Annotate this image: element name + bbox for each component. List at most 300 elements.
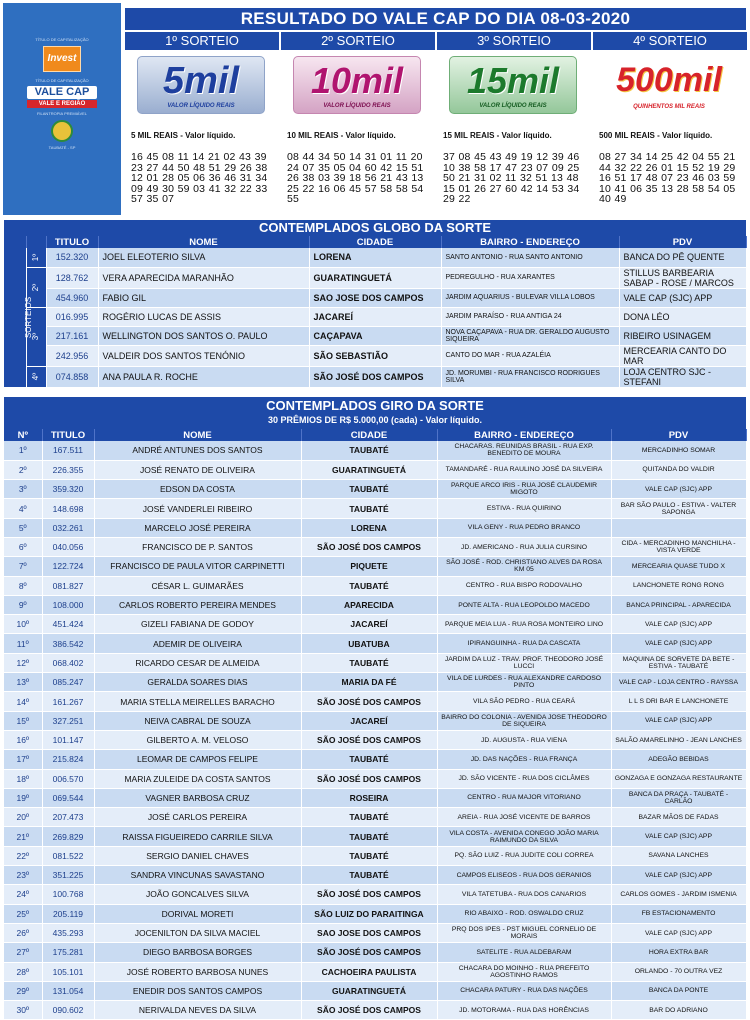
globo-header-nome: NOME: [98, 236, 309, 248]
cidade-cell: JACAREÍ: [309, 307, 441, 326]
pdv-cell: VALE CAP (SJC) APP: [611, 615, 746, 634]
pdv-cell: MERCEARIA QUASE TUDO X: [611, 557, 746, 576]
giro-header-nome: NOME: [94, 429, 301, 441]
position-cell: 14º: [4, 692, 42, 711]
bairro-cell: ESTIVA - RUA QUIRINO: [437, 499, 611, 518]
giro-header-cidade: CIDADE: [301, 429, 437, 441]
titulo-cell: 100.768: [42, 885, 94, 904]
position-cell: 12º: [4, 653, 42, 672]
page-title: RESULTADO DO VALE CAP DO DIA 08-03-2020: [125, 8, 746, 30]
nome-cell: LEOMAR DE CAMPOS FELIPE: [94, 750, 301, 769]
bairro-cell: RIO ABAIXO - ROD. OSWALDO CRUZ: [437, 904, 611, 923]
pdv-cell: HORA EXTRA BAR: [611, 943, 746, 962]
position-cell: 18º: [4, 769, 42, 788]
draw-column-2: [281, 32, 435, 215]
nome-cell: VAGNER BARBOSA CRUZ: [94, 788, 301, 807]
cidade-cell: TAUBATÉ: [301, 866, 437, 885]
position-cell: 10º: [4, 615, 42, 634]
titulo-cell: 451.424: [42, 615, 94, 634]
cidade-cell: SÃO JOSÉ DOS CAMPOS: [301, 885, 437, 904]
pdv-cell: CIDA - MERCADINHO MANCHILHA - VISTA VERDE: [611, 537, 746, 556]
nome-cell: RICARDO CESAR DE ALMEIDA: [94, 653, 301, 672]
sorteio-number-label: 2º: [31, 283, 41, 291]
cidade-cell: TAUBATÉ: [301, 653, 437, 672]
giro-row: [4, 557, 746, 576]
giro-row: [4, 634, 746, 653]
pdv-cell: CARLOS GOMES - JARDIM ISMENIA: [611, 885, 746, 904]
bairro-cell: JARDIM DA LUZ - TRAV. PROF. THEODORO JOSÉ LUCCI: [437, 653, 611, 672]
position-cell: 3º: [4, 480, 42, 499]
globo-table: [4, 236, 747, 388]
titulo-cell: 016.995: [46, 307, 98, 326]
giro-row: [4, 518, 746, 537]
pdv-cell: VALE CAP (SJC) APP: [611, 711, 746, 730]
pdv-cell: VALE CAP (SJC) APP: [611, 827, 746, 846]
titulo-cell: 128.762: [46, 267, 98, 288]
nome-cell: EDSON DA COSTA: [94, 480, 301, 499]
bairro-cell: JARDIM AQUARIUS - BULEVAR VILLA LOBOS: [441, 288, 619, 307]
pdv-cell: VALE CAP (SJC) APP: [619, 288, 746, 307]
giro-row: [4, 730, 746, 749]
prize-logo-10mil: [281, 50, 435, 125]
titulo-cell: 108.000: [42, 595, 94, 614]
titulo-cell: 131.054: [42, 981, 94, 1000]
cidade-cell: PIQUETE: [301, 557, 437, 576]
vale-cap-logo-text: VALE CAP: [27, 86, 97, 99]
cidade-cell: TAUBATÉ: [301, 480, 437, 499]
bairro-cell: JD. MORUMBI - RUA FRANCISCO RODRIGUES SILVA: [441, 366, 619, 387]
nome-cell: NERIVALDA NEVES DA SILVA: [94, 1001, 301, 1020]
nome-cell: FRANCISCO DE PAULA VITOR CARPINETTI: [94, 557, 301, 576]
nome-cell: MARIA STELLA MEIRELLES BARACHO: [94, 692, 301, 711]
giro-row: [4, 750, 746, 769]
bairro-cell: SÃO JOSÉ - ROD. CHRISTIANO ALVES DA ROSA KM 05: [437, 557, 611, 576]
bairro-cell: NOVA CAÇAPAVA - RUA DR. GERALDO AUGUSTO SIQUEIRA: [441, 326, 619, 345]
vale-regiao-text: VALE E REGIÃO: [27, 100, 97, 108]
position-cell: 27º: [4, 943, 42, 962]
pdv-cell: BANCA DA PRAÇA - TAUBATÉ - CARLÃO: [611, 788, 746, 807]
pdv-cell: BAR SÃO PAULO - ESTIVA - VALTER SAPONGA: [611, 499, 746, 518]
pdv-cell: VALE CAP - LOJA CENTRO - RAYSSA: [611, 673, 746, 692]
giro-header-pdv: PDV: [611, 429, 746, 441]
nome-cell: JOSÉ ROBERTO BARBOSA NUNES: [94, 962, 301, 981]
nome-cell: SERGIO DANIEL CHAVES: [94, 846, 301, 865]
prize-logo-15mil: [437, 50, 591, 125]
prize-logo-5mil: [125, 50, 279, 125]
giro-row: [4, 711, 746, 730]
nome-cell: ANDRÉ ANTUNES DOS SANTOS: [94, 441, 301, 460]
pdv-cell: RIBEIRO USINAGEM: [619, 326, 746, 345]
nome-cell: JOÃO GONCALVES SILVA: [94, 885, 301, 904]
pdv-cell: L L S DRI BAR E LANCHONETE: [611, 692, 746, 711]
brand-city-text: TAUBATÉ - SP: [48, 145, 76, 150]
cidade-cell: SÃO JOSÉ DOS CAMPOS: [301, 692, 437, 711]
prize-logo-title: 15mil: [466, 60, 560, 101]
titulo-cell: 148.698: [42, 499, 94, 518]
pdv-cell: LANCHONETE RONG RONG: [611, 576, 746, 595]
drawn-numbers: 16 45 08 11 14 21 02 43 39 23 27 44 50 48 51 29 26 38 12 01 28 05 06 36 46 31 34 09 49 30 59 03 41 32 22 33 57 35 07: [131, 151, 268, 205]
nome-cell: CÉSAR L. GUIMARÃES: [94, 576, 301, 595]
globo-row: [4, 248, 746, 267]
titulo-cell: 386.542: [42, 634, 94, 653]
giro-row: [4, 1001, 746, 1020]
position-cell: 5º: [4, 518, 42, 537]
titulo-cell: 152.320: [46, 248, 98, 267]
cidade-cell: CACHOEIRA PAULISTA: [301, 962, 437, 981]
pdv-cell: QUITANDA DO VALDIR: [611, 460, 746, 479]
invest-logo-text: Invest: [47, 53, 77, 64]
bairro-cell: JARDIM PARAÍSO - RUA ANTIGA 24: [441, 307, 619, 326]
nome-cell: ANA PAULA R. ROCHE: [98, 366, 309, 387]
cidade-cell: SAO JOSE DOS CAMPOS: [301, 923, 437, 942]
position-cell: 8º: [4, 576, 42, 595]
giro-row: [4, 673, 746, 692]
giro-row: [4, 576, 746, 595]
nome-cell: JOCENILTON DA SILVA MACIEL: [94, 923, 301, 942]
titulo-cell: 215.824: [42, 750, 94, 769]
titulo-cell: 074.858: [46, 366, 98, 387]
cidade-cell: SÃO JOSÉ DOS CAMPOS: [301, 1001, 437, 1020]
sorteios-label: SORTEIOS: [24, 296, 34, 338]
titulo-cell: 217.161: [46, 326, 98, 345]
titulo-cell: 205.119: [42, 904, 94, 923]
pdv-cell: GONZAGA E GONZAGA RESTAURANTE: [611, 769, 746, 788]
globo-header-blank: [26, 236, 46, 248]
prize-value-label: 5 MIL REAIS - Valor líquido.: [131, 131, 236, 140]
cidade-cell: SÃO SEBASTIÃO: [309, 345, 441, 366]
position-cell: 15º: [4, 711, 42, 730]
pdv-cell: ORLANDO - 70 OUTRA VEZ: [611, 962, 746, 981]
titulo-cell: 122.724: [42, 557, 94, 576]
bairro-cell: CENTRO - RUA BISPO RODOVALHO: [437, 576, 611, 595]
bairro-cell: PQ. SÃO LUIZ - RUA JUDITE COLI CORREA: [437, 846, 611, 865]
cidade-cell: UBATUBA: [301, 634, 437, 653]
giro-row: [4, 808, 746, 827]
sorteio-number: [26, 248, 46, 267]
position-cell: 11º: [4, 634, 42, 653]
position-cell: 2º: [4, 460, 42, 479]
titulo-cell: 085.247: [42, 673, 94, 692]
pdv-cell: [611, 518, 746, 537]
drawn-numbers: 37 08 45 43 49 19 12 39 46 10 38 58 17 47 23 07 09 25 50 21 31 02 11 32 51 13 48 15 01 26 27 60 42 14 53 34 29 22: [443, 151, 580, 205]
position-cell: 19º: [4, 788, 42, 807]
bairro-cell: JD. AMERICANO - RUA JULIA CURSINO: [437, 537, 611, 556]
pdv-cell: STILLUS BARBEARIA SABAP - ROSE / MARCOS: [619, 267, 746, 288]
titulo-cell: 435.293: [42, 923, 94, 942]
bairro-cell: JD. SÃO VICENTE - RUA DOS CICLÂMES: [437, 769, 611, 788]
position-cell: 29º: [4, 981, 42, 1000]
cidade-cell: SÃO JOSÉ DOS CAMPOS: [301, 730, 437, 749]
pdv-cell: VALE CAP (SJC) APP: [611, 480, 746, 499]
cidade-cell: JACAREÍ: [301, 711, 437, 730]
titulo-cell: 006.570: [42, 769, 94, 788]
pdv-cell: MERCEARIA CANTO DO MAR: [619, 345, 746, 366]
prize-logo-subtitle: VALOR LÍQUIDO REAIS: [323, 103, 391, 109]
nome-cell: VALDEIR DOS SANTOS TENÓNIO: [98, 345, 309, 366]
position-cell: 17º: [4, 750, 42, 769]
nome-cell: GILBERTO A. M. VELOSO: [94, 730, 301, 749]
titulo-cell: 269.829: [42, 827, 94, 846]
giro-row: [4, 827, 746, 846]
giro-row: [4, 460, 746, 479]
giro-section-subtitle: 30 PRÊMIOS DE R$ 5.000,00 (cada) - Valor líquido.: [267, 415, 483, 425]
nome-cell: RAISSA FIGUEIREDO CARRILE SILVA: [94, 827, 301, 846]
titulo-cell: 242.956: [46, 345, 98, 366]
titulo-cell: 101.147: [42, 730, 94, 749]
prize-logo-subtitle: QUINHENTOS MIL REAIS: [633, 104, 705, 110]
cidade-cell: SÃO JOSÉ DOS CAMPOS: [301, 943, 437, 962]
cidade-cell: MARIA DA FÉ: [301, 673, 437, 692]
giro-section-header: [4, 397, 746, 429]
globo-row: [4, 366, 746, 387]
bairro-cell: PONTE ALTA - RUA LEOPOLDO MACEDO: [437, 595, 611, 614]
bairro-cell: CANTO DO MAR - RUA AZALÉIA: [441, 345, 619, 366]
position-cell: 21º: [4, 827, 42, 846]
cidade-cell: TAUBATÉ: [301, 499, 437, 518]
giro-header-n: Nº: [4, 429, 42, 441]
giro-row: [4, 885, 746, 904]
pdv-cell: VALE CAP (SJC) APP: [611, 634, 746, 653]
giro-row: [4, 943, 746, 962]
titulo-cell: 327.251: [42, 711, 94, 730]
titulo-cell: 081.827: [42, 576, 94, 595]
nome-cell: SANDRA VINCUNAS SAVASTANO: [94, 866, 301, 885]
pdv-cell: MERCADINHO SOMAR: [611, 441, 746, 460]
pdv-cell: MAQUINA DE SORVETE DA BETE - ESTIVA - TAUBATÉ: [611, 653, 746, 672]
bairro-cell: CHACARAS. REUNIDAS BRASIL - RUA EXP. BENEDITO DE MOURA: [437, 441, 611, 460]
globo-row: [4, 345, 746, 366]
brand-fine-text-2: TÍTULO DE CAPITALIZAÇÃO: [35, 78, 89, 83]
cidade-cell: TAUBATÉ: [301, 808, 437, 827]
bairro-cell: CHACARA DO MOINHO - RUA PREFEITO AGOSTINHO RAMOS: [437, 962, 611, 981]
cidade-cell: JACAREÍ: [301, 615, 437, 634]
position-cell: 28º: [4, 962, 42, 981]
titulo-cell: 068.402: [42, 653, 94, 672]
nome-cell: MARCELO JOSÉ PEREIRA: [94, 518, 301, 537]
cidade-cell: APARECIDA: [301, 595, 437, 614]
prize-logo-title: 500mil: [616, 61, 722, 99]
cidade-cell: LORENA: [301, 518, 437, 537]
bairro-cell: PARQUE MEIA LUA - RUA ROSA MONTEIRO LINO: [437, 615, 611, 634]
position-cell: 24º: [4, 885, 42, 904]
position-cell: 7º: [4, 557, 42, 576]
nome-cell: FRANCISCO DE P. SANTOS: [94, 537, 301, 556]
position-cell: 25º: [4, 904, 42, 923]
draw-heading: 1º SORTEIO: [125, 32, 279, 50]
giro-row: [4, 904, 746, 923]
bairro-cell: CAMPOS ELISEOS - RUA DOS GERANIOS: [437, 866, 611, 885]
globo-header-bairro: BAIRRO - ENDEREÇO: [441, 236, 619, 248]
titulo-cell: 226.355: [42, 460, 94, 479]
giro-row: [4, 923, 746, 942]
draw-column-4: [593, 32, 747, 215]
pdv-cell: BAR DO ADRIANO: [611, 1001, 746, 1020]
titulo-cell: 454.960: [46, 288, 98, 307]
titulo-cell: 032.261: [42, 518, 94, 537]
pdv-cell: LOJA CENTRO SJC - STEFANI: [619, 366, 746, 387]
titulo-cell: 359.320: [42, 480, 94, 499]
prize-logo-title: 10mil: [310, 60, 404, 101]
nome-cell: WELLINGTON DOS SANTOS O. PAULO: [98, 326, 309, 345]
pdv-cell: VALE CAP (SJC) APP: [611, 866, 746, 885]
pdv-cell: BANCA PRINCIPAL - APARECIDA: [611, 595, 746, 614]
bairro-cell: PRQ DOS IPES - PST MIGUEL CORNELIO DE MORAIS: [437, 923, 611, 942]
cidade-cell: GUARATINGUETÁ: [301, 460, 437, 479]
giro-row: [4, 981, 746, 1000]
cidade-cell: GUARATINGUETÁ: [301, 981, 437, 1000]
cidade-cell: SÃO JOSÉ DOS CAMPOS: [309, 366, 441, 387]
cidade-cell: SÃO JOSÉ DOS CAMPOS: [301, 769, 437, 788]
globo-section-title: CONTEMPLADOS GLOBO DA SORTE: [4, 220, 746, 236]
draw-column-1: [125, 32, 279, 215]
bairro-cell: VILA DE LURDES - RUA ALEXANDRE CARDOSO PINTO: [437, 673, 611, 692]
cidade-cell: SÃO LUIZ DO PARAITINGA: [301, 904, 437, 923]
pdv-cell: SALÃO AMARELINHO - JEAN LANCHES: [611, 730, 746, 749]
cidade-cell: TAUBATÉ: [301, 846, 437, 865]
giro-row: [4, 480, 746, 499]
city-seal-icon: [51, 120, 73, 142]
cidade-cell: GUARATINGUETÁ: [309, 267, 441, 288]
cidade-cell: SAO JOSE DOS CAMPOS: [309, 288, 441, 307]
cidade-cell: SÃO JOSÉ DOS CAMPOS: [301, 537, 437, 556]
bairro-cell: AREIA - RUA JOSÉ VICENTE DE BARROS: [437, 808, 611, 827]
globo-row: [4, 288, 746, 307]
sorteio-number-label: 4º: [31, 372, 41, 381]
nome-cell: GERALDA SOARES DIAS: [94, 673, 301, 692]
position-cell: 26º: [4, 923, 42, 942]
bairro-cell: VILA TATETUBA - RUA DOS CANARIOS: [437, 885, 611, 904]
brand-fine-text-3: FILANTROPIA PREMIÁVEL: [36, 111, 87, 116]
bairro-cell: CENTRO - RUA MAJOR VITORIANO: [437, 788, 611, 807]
titulo-cell: 175.281: [42, 943, 94, 962]
titulo-cell: 167.511: [42, 441, 94, 460]
giro-row: [4, 962, 746, 981]
globo-header-cidade: CIDADE: [309, 236, 441, 248]
prize-logo-subtitle: VALOR LÍQUIDO REAIS: [167, 103, 235, 109]
giro-row: [4, 788, 746, 807]
position-cell: 22º: [4, 846, 42, 865]
cidade-cell: TAUBATÉ: [301, 827, 437, 846]
drawn-numbers: 08 44 34 50 14 31 01 11 20 24 07 35 05 04 60 42 15 51 26 38 03 39 18 56 21 43 13 25 22 16 06 45 57 58 58 54 55: [287, 151, 424, 205]
sorteio-number-label: 3º: [31, 332, 41, 341]
titulo-cell: 161.267: [42, 692, 94, 711]
pdv-cell: DONA LÉO: [619, 307, 746, 326]
nome-cell: NEIVA CABRAL DE SOUZA: [94, 711, 301, 730]
draw-heading: 4º SORTEIO: [593, 32, 747, 50]
giro-row: [4, 537, 746, 556]
prize-logo-500mil: [593, 50, 747, 125]
draw-heading: 2º SORTEIO: [281, 32, 435, 50]
globo-row: [4, 307, 746, 326]
vale-cap-logo: [27, 86, 97, 108]
bairro-cell: SATELITE - RUA ALDEBARAM: [437, 943, 611, 962]
pdv-cell: BANCA DA PONTE: [611, 981, 746, 1000]
nome-cell: ENEDIR DOS SANTOS CAMPOS: [94, 981, 301, 1000]
position-cell: 1º: [4, 441, 42, 460]
bairro-cell: VILA GENY - RUA PEDRO BRANCO: [437, 518, 611, 537]
giro-row: [4, 769, 746, 788]
bairro-cell: CHACARA PATURY - RUA DAS NAÇÕES: [437, 981, 611, 1000]
bairro-cell: BAIRRO DO COLONIA - AVENIDA JOSE THEODORO DE SIQUEIRA: [437, 711, 611, 730]
cidade-cell: TAUBATÉ: [301, 750, 437, 769]
pdv-cell: ADEGÃO BEBIDAS: [611, 750, 746, 769]
giro-row: [4, 595, 746, 614]
position-cell: 9º: [4, 595, 42, 614]
pdv-cell: SAVANA LANCHES: [611, 846, 746, 865]
position-cell: 23º: [4, 866, 42, 885]
globo-row: [4, 326, 746, 345]
giro-row: [4, 846, 746, 865]
pdv-cell: FB ESTACIONAMENTO: [611, 904, 746, 923]
nome-cell: DIEGO BARBOSA BORGES: [94, 943, 301, 962]
nome-cell: VERA APARECIDA MARANHÃO: [98, 267, 309, 288]
draw-column-3: [437, 32, 591, 215]
giro-header-bairro: BAIRRO - ENDEREÇO: [437, 429, 611, 441]
results-header-area: [0, 0, 750, 218]
prize-logo-subtitle: VALOR LÍQUIDO REAIS: [479, 103, 547, 109]
bairro-cell: VILA COSTA - AVENIDA CONEGO JOÃO MARIA RAIMUNDO DA SILVA: [437, 827, 611, 846]
pdv-cell: BAZAR MÃOS DE FADAS: [611, 808, 746, 827]
titulo-cell: 105.101: [42, 962, 94, 981]
nome-cell: JOEL ELEOTERIO SILVA: [98, 248, 309, 267]
nome-cell: FABIO GIL: [98, 288, 309, 307]
position-cell: 4º: [4, 499, 42, 518]
position-cell: 20º: [4, 808, 42, 827]
titulo-cell: 040.056: [42, 537, 94, 556]
globo-header-blank: [4, 236, 26, 248]
drawn-numbers: 08 27 34 14 25 42 04 55 21 44 32 22 26 01 15 52 19 29 16 51 17 48 07 23 46 03 59 10 41 06 35 13 28 58 54 05 40 49: [599, 151, 736, 205]
cidade-cell: TAUBATÉ: [301, 576, 437, 595]
position-cell: 30º: [4, 1001, 42, 1020]
nome-cell: JOSÉ VANDERLEI RIBEIRO: [94, 499, 301, 518]
cidade-cell: LORENA: [309, 248, 441, 267]
invest-logo: [43, 46, 81, 72]
nome-cell: JOSÉ CARLOS PEREIRA: [94, 808, 301, 827]
position-cell: 13º: [4, 673, 42, 692]
giro-table: [4, 429, 747, 1020]
giro-row: [4, 866, 746, 885]
globo-row: [4, 267, 746, 288]
brand-panel: [3, 3, 121, 215]
titulo-cell: 090.602: [42, 1001, 94, 1020]
draw-heading: 3º SORTEIO: [437, 32, 591, 50]
bairro-cell: TAMANDARÉ - RUA RAULINO JOSÉ DA SILVEIRA: [437, 460, 611, 479]
prize-value-label: 10 MIL REAIS - Valor líquido.: [287, 131, 396, 140]
titulo-cell: 207.473: [42, 808, 94, 827]
cidade-cell: TAUBATÉ: [301, 441, 437, 460]
position-cell: 6º: [4, 537, 42, 556]
cidade-cell: CAÇAPAVA: [309, 326, 441, 345]
pdv-cell: VALE CAP (SJC) APP: [611, 923, 746, 942]
titulo-cell: 069.544: [42, 788, 94, 807]
sorteio-number: [26, 366, 46, 387]
position-cell: 16º: [4, 730, 42, 749]
pdv-cell: BANCA DO PÊ QUENTE: [619, 248, 746, 267]
bairro-cell: JD. MOTORAMA - RUA DAS HORÊNCIAS: [437, 1001, 611, 1020]
nome-cell: ADEMIR DE OLIVEIRA: [94, 634, 301, 653]
nome-cell: CARLOS ROBERTO PEREIRA MENDES: [94, 595, 301, 614]
giro-row: [4, 692, 746, 711]
giro-row: [4, 499, 746, 518]
globo-header-pdv: PDV: [619, 236, 746, 248]
bairro-cell: VILA SÃO PEDRO - RUA CEARÁ: [437, 692, 611, 711]
giro-row: [4, 441, 746, 460]
globo-header-titulo: TITULO: [46, 236, 98, 248]
nome-cell: MARIA ZULEIDE DA COSTA SANTOS: [94, 769, 301, 788]
giro-row: [4, 653, 746, 672]
bairro-cell: SANTO ANTONIO - RUA SANTO ANTONIO: [441, 248, 619, 267]
prize-logo-title: 5mil: [162, 60, 240, 102]
